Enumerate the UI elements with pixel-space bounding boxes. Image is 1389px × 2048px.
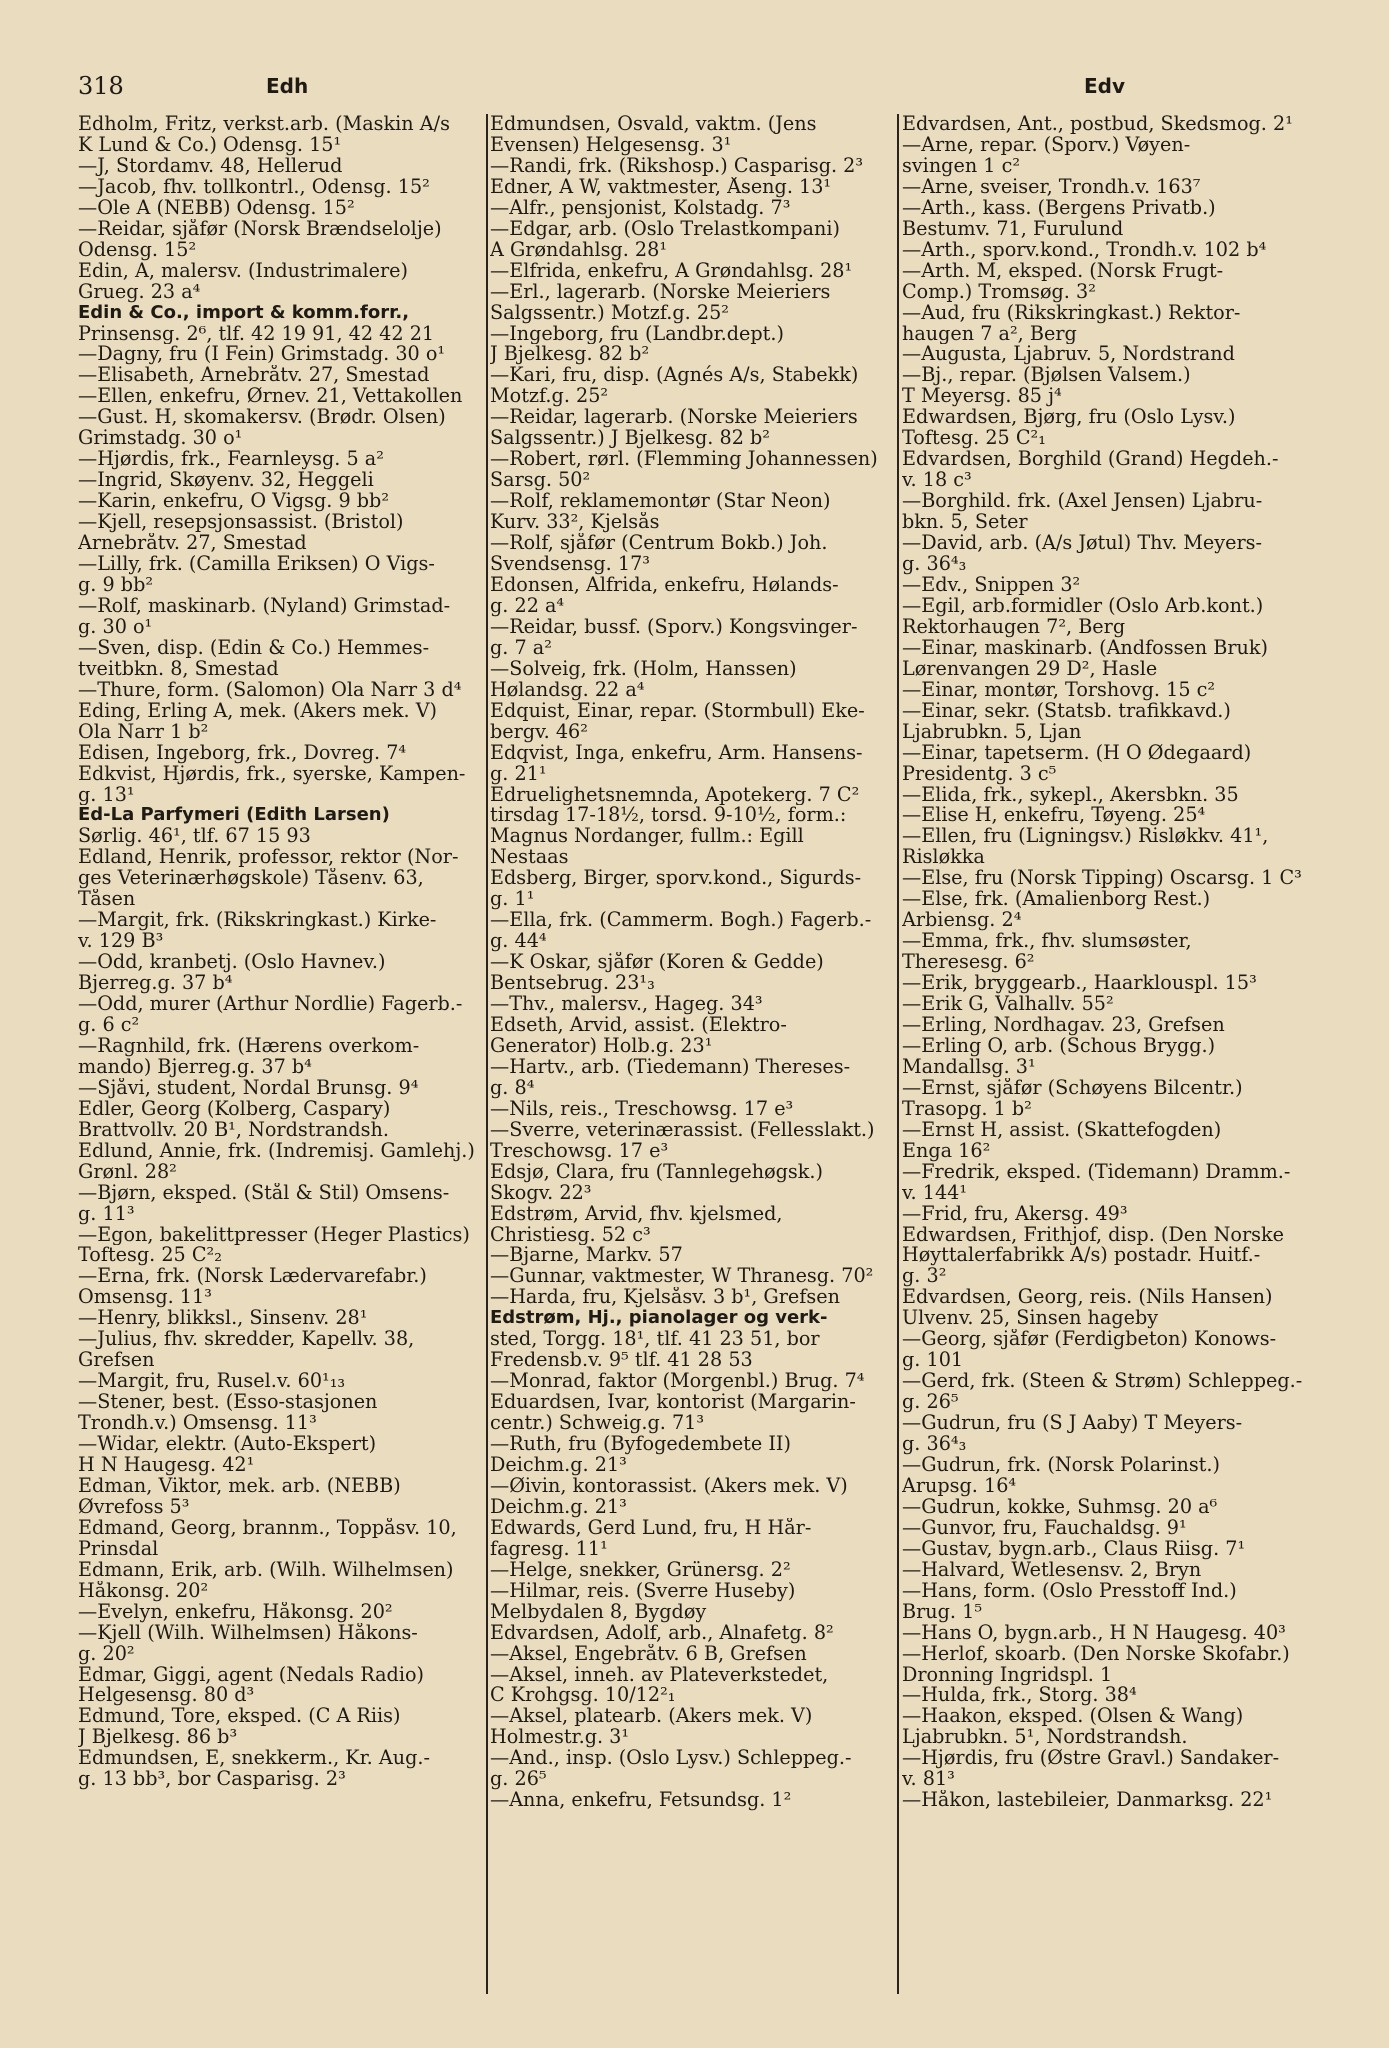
directory-entry-line: —Egon, bakelittpresser (Heger Plastics) bbox=[78, 1224, 470, 1246]
directory-entry-line: —Gust. H, skomakersv. (Brødr. Olsen) bbox=[78, 407, 446, 429]
directory-entry-line: —Elfrida, enkefru, A Grøndahlsg. 28¹ bbox=[490, 260, 853, 282]
directory-entry-line: g. 20² bbox=[78, 1643, 135, 1665]
directory-entry-line: g. 3² bbox=[902, 1266, 947, 1288]
directory-entry-line: Odensg. 15² bbox=[78, 239, 197, 261]
directory-entry-line: T Meyersg. 85 j⁴ bbox=[902, 386, 1062, 408]
directory-entry-line: centr.) Schweig.g. 71³ bbox=[490, 1413, 705, 1435]
directory-entry-line: Edvardsen, Borghild (Grand) Hegdeh.- bbox=[902, 449, 1279, 471]
directory-entry-line: —Ellen, enkefru, Ørnev. 21, Vettakollen bbox=[78, 386, 463, 408]
directory-entry-line: —Harda, fru, Kjelsåsv. 3 b¹, Grefsen bbox=[490, 1287, 840, 1309]
directory-entry-line: Edin & Co., import & komm.forr., bbox=[78, 302, 410, 323]
directory-entry-line: Ed-La Parfymeri (Edith Larsen) bbox=[78, 805, 390, 826]
directory-entry-line: Skogv. 22³ bbox=[490, 1182, 592, 1204]
directory-entry-line: —Ernst, sjåfør (Schøyens Bilcentr.) bbox=[902, 1077, 1243, 1099]
directory-entry-line: g. 13 bb³, bor Casparisg. 2³ bbox=[78, 1769, 346, 1791]
directory-entry-line: Edner, A W, vaktmester, Åseng. 13¹ bbox=[490, 176, 832, 198]
directory-entry-line: Eduardsen, Ivar, kontorist (Margarin- bbox=[490, 1392, 856, 1414]
directory-column-3 bbox=[902, 114, 1304, 2014]
directory-entry-line: —Henry, blikksl., Sinsenv. 28¹ bbox=[78, 1308, 368, 1330]
directory-entry-line: —Bjarne, Markv. 57 bbox=[490, 1245, 683, 1267]
directory-entry-line: sted, Torgg. 18¹, tlf. 41 23 51, bor bbox=[490, 1329, 820, 1351]
directory-entry-line: —Egil, arb.formidler (Oslo Arb.kont.) bbox=[902, 595, 1264, 617]
directory-entry-line: Brug. 1⁵ bbox=[902, 1601, 983, 1623]
directory-entry-line: —Odd, kranbetj. (Oslo Havnev.) bbox=[78, 952, 386, 974]
directory-entry-line: —Alfr., pensjonist, Kolstadg. 7³ bbox=[490, 197, 791, 219]
directory-entry-line: Magnus Nordanger, fullm.: Egill bbox=[490, 826, 804, 848]
directory-entry-line: Edisen, Ingeborg, frk., Dovreg. 7⁴ bbox=[78, 742, 407, 764]
directory-entry-line: Arupsg. 16⁴ bbox=[902, 1475, 1017, 1497]
directory-entry-line: Treschowsg. 17 e³ bbox=[490, 1140, 669, 1162]
directory-entry-line: —Halvard, Wetlesensv. 2, Bryn bbox=[902, 1559, 1202, 1581]
directory-entry-line: Dronning Ingridspl. 1 bbox=[902, 1664, 1113, 1686]
directory-entry-line: tveitbkn. 8, Smestad bbox=[78, 658, 279, 680]
directory-entry-line: Evensen) Helgesensg. 3¹ bbox=[490, 134, 732, 156]
directory-entry-line: g. 30 o¹ bbox=[78, 616, 153, 638]
right-guide-word: Edv bbox=[1084, 74, 1126, 98]
directory-entry-line: —David, arb. (A/s Jøtul) Thv. Meyers- bbox=[902, 533, 1262, 555]
directory-entry-line: Presidentg. 3 c⁵ bbox=[902, 763, 1057, 785]
directory-entry-line: —Borghild. frk. (Axel Jensen) Ljabru- bbox=[902, 491, 1263, 513]
directory-entry-line: Edmann, Erik, arb. (Wilh. Wilhelmsen) bbox=[78, 1559, 454, 1581]
directory-entry-line: Sørlig. 46¹, tlf. 67 15 93 bbox=[78, 826, 311, 848]
directory-entry-line: —Julius, fhv. skredder, Kapellv. 38, bbox=[78, 1329, 415, 1351]
directory-entry-line: —Helge, snekker, Grünersg. 2² bbox=[490, 1559, 791, 1581]
directory-entry-line: tirsdag 17-18½, torsd. 9-10½, form.: bbox=[490, 805, 847, 827]
directory-entry-line: —And., insp. (Oslo Lysv.) Schleppeg.- bbox=[490, 1748, 852, 1770]
directory-entry-line: g. 22 a⁴ bbox=[490, 595, 565, 617]
directory-entry-line: —Rolf, sjåfør (Centrum Bokb.) Joh. bbox=[490, 533, 828, 555]
directory-entry-line: Sarsg. 50² bbox=[490, 470, 591, 492]
directory-entry-line: —Elida, frk., sykepl., Akersbkn. 35 bbox=[902, 784, 1239, 806]
directory-entry-line: Edvardsen, Ant., postbud, Skedsmog. 2¹ bbox=[902, 114, 1293, 135]
directory-entry-line: —Evelyn, enkefru, Håkonsg. 20² bbox=[78, 1601, 393, 1623]
directory-entry-line: Prinsdal bbox=[78, 1538, 159, 1560]
directory-entry-line: —Gudrun, fru (S J Aaby) T Meyers- bbox=[902, 1413, 1243, 1435]
directory-entry-line: —Widar, elektr. (Auto-Ekspert) bbox=[78, 1434, 377, 1455]
column-divider bbox=[897, 114, 899, 1994]
directory-column-1 bbox=[78, 114, 484, 2014]
directory-entry-line: Edwardsen, Bjørg, fru (Oslo Lysv.) bbox=[902, 407, 1236, 429]
directory-entry-line: —Ingrid, Skøyenv. 32, Heggeli bbox=[78, 470, 374, 492]
directory-entry-line: —Erling, Nordhagav. 23, Grefsen bbox=[902, 1014, 1225, 1036]
directory-entry-line: —J, Stordamv. 48, Hellerud bbox=[78, 155, 343, 177]
directory-entry-line: —Kjell, resepsjonsassist. (Bristol) bbox=[78, 512, 404, 534]
directory-entry-line: g. 36⁴₃ bbox=[902, 554, 967, 575]
directory-entry-line: —Frid, fru, Akersg. 49³ bbox=[902, 1203, 1128, 1225]
directory-entry-line: Rektorhaugen 7², Berg bbox=[902, 616, 1126, 638]
directory-entry-line: —Fredrik, eksped. (Tidemann) Dramm.- bbox=[902, 1161, 1291, 1183]
directory-entry-line: Edin, A, malersv. (Industrimalere) bbox=[78, 260, 409, 282]
directory-entry-line: Edquist, Einar, repar. (Stormbull) Eke- bbox=[490, 700, 865, 722]
left-guide-word: Edh bbox=[266, 74, 309, 98]
directory-entry-line: Mandallsg. 3¹ bbox=[902, 1056, 1036, 1078]
directory-entry-line: Trasopg. 1 b² bbox=[902, 1098, 1032, 1120]
directory-entry-line: Bestumv. 71, Furulund bbox=[902, 218, 1124, 240]
directory-entry-line: —Aud, fru (Rikskringkast.) Rektor- bbox=[902, 302, 1241, 324]
directory-entry-line: —Arth., sporv.kond., Trondh.v. 102 b⁴ bbox=[902, 239, 1267, 261]
directory-entry-line: —Ingeborg, fru (Landbr.dept.) bbox=[490, 323, 784, 345]
directory-entry-line: Edqvist, Inga, enkefru, Arm. Hansens- bbox=[490, 742, 863, 764]
directory-entry-line: —Lilly, frk. (Camilla Eriksen) O Vigs- bbox=[78, 554, 435, 575]
directory-entry-line: —Ella, frk. (Cammerm. Bogh.) Fagerb.- bbox=[490, 910, 872, 932]
directory-entry-line: —Einar, sekr. (Statsb. trafikkavd.) bbox=[902, 700, 1231, 722]
directory-entry-line: bergv. 46² bbox=[490, 721, 588, 743]
directory-entry-line: Edlund, Annie, frk. (Indremisj. Gamlehj.) bbox=[78, 1140, 475, 1162]
directory-entry-line: —Erik G, Valhallv. 55² bbox=[902, 994, 1114, 1015]
directory-entry-line: g. 7 a² bbox=[490, 637, 552, 659]
directory-entry-line: g. 21¹ bbox=[490, 763, 547, 785]
directory-entry-line: Edvardsen, Adolf, arb., Alnafetg. 8² bbox=[490, 1622, 834, 1644]
directory-entry-line: g. 9 bb² bbox=[78, 574, 154, 596]
directory-entry-line: g. 26⁵ bbox=[902, 1392, 959, 1414]
directory-entry-line: —Kjell (Wilh. Wilhelmsen) Håkons- bbox=[78, 1622, 418, 1644]
directory-entry-line: Edman, Viktor, mek. arb. (NEBB) bbox=[78, 1475, 401, 1497]
directory-entry-line: —Ole A (NEBB) Odensg. 15² bbox=[78, 197, 355, 219]
directory-entry-line: K Lund & Co.) Odensg. 15¹ bbox=[78, 134, 342, 156]
directory-entry-line: —Elise H, enkefru, Tøyeng. 25⁴ bbox=[902, 805, 1206, 827]
directory-entry-line: g. 6 c² bbox=[78, 1014, 140, 1036]
directory-entry-line: g. 11³ bbox=[78, 1203, 135, 1225]
directory-entry-line: —Thv., malersv., Hageg. 34³ bbox=[490, 994, 763, 1015]
directory-entry-line: Grueg. 23 a⁴ bbox=[78, 281, 201, 303]
directory-entry-line: Generator) Holb.g. 23¹ bbox=[490, 1035, 713, 1057]
directory-entry-line: —Aksel, inneh. av Plateverkstedet, bbox=[490, 1664, 829, 1686]
directory-entry-line: Nestaas bbox=[490, 847, 569, 869]
directory-entry-line: —Monrad, faktor (Morgenbl.) Brug. 7⁴ bbox=[490, 1371, 865, 1393]
directory-entry-line: Edsjø, Clara, fru (Tannlegehøgsk.) bbox=[490, 1161, 823, 1183]
directory-entry-line: Ljabrubkn. 5, Ljan bbox=[902, 721, 1082, 743]
directory-entry-line: —Jacob, fhv. tollkontrl., Odensg. 15² bbox=[78, 176, 430, 198]
directory-entry-line: —Karin, enkefru, O Vigsg. 9 bb² bbox=[78, 491, 390, 513]
directory-entry-line: ges Veterinærhøgskole) Tåsenv. 63, bbox=[78, 868, 424, 890]
directory-entry-line: Grefsen bbox=[78, 1350, 155, 1372]
directory-entry-line: —Erna, frk. (Norsk Lædervarefabr.) bbox=[78, 1266, 427, 1288]
directory-entry-line: Hølandsg. 22 a⁴ bbox=[490, 679, 645, 701]
directory-entry-line: —Gudrun, kokke, Suhmsg. 20 a⁶ bbox=[902, 1496, 1218, 1518]
directory-entry-line: fagresg. 11¹ bbox=[490, 1538, 608, 1560]
directory-entry-line: —Ernst H, assist. (Skattefogden) bbox=[902, 1119, 1222, 1141]
directory-entry-line: Motzf.g. 25² bbox=[490, 386, 609, 408]
directory-entry-line: Christiesg. 52 c³ bbox=[490, 1224, 651, 1246]
directory-entry-line: Edmund, Tore, eksped. (C A Riis) bbox=[78, 1706, 401, 1728]
directory-entry-line: —Erl., lagerarb. (Norske Meieriers bbox=[490, 281, 831, 303]
directory-entry-line: —Ragnhild, frk. (Hærens overkom- bbox=[78, 1035, 420, 1057]
directory-entry-line: Edler, Georg (Kolberg, Caspary) bbox=[78, 1098, 391, 1120]
directory-entry-line: mando) Bjerreg.g. 37 b⁴ bbox=[78, 1056, 312, 1078]
directory-entry-line: Holmestr.g. 3¹ bbox=[490, 1727, 630, 1749]
directory-entry-line: Edstrøm, Hj., pianolager og verk- bbox=[490, 1308, 828, 1329]
directory-entry-line: g. 101 bbox=[902, 1350, 964, 1372]
directory-entry-line: Øvrefoss 5³ bbox=[78, 1496, 190, 1518]
directory-entry-line: —Erling O, arb. (Schous Brygg.) bbox=[902, 1035, 1216, 1057]
column-divider bbox=[486, 114, 488, 1994]
directory-entry-line: Salgssentr.) J Bjelkesg. 82 b² bbox=[490, 428, 770, 450]
directory-entry-line: Bjerreg.g. 37 b⁴ bbox=[78, 973, 233, 995]
directory-entry-line: —Arth., kass. (Bergens Privatb.) bbox=[902, 197, 1216, 219]
directory-entry-line: Toftesg. 25 C²₂ bbox=[78, 1245, 222, 1267]
directory-entry-line: —Hartv., arb. (Tiedemann) Thereses- bbox=[490, 1056, 851, 1078]
directory-entry-line: Deichm.g. 21³ bbox=[490, 1455, 627, 1476]
directory-entry-line: g. 13¹ bbox=[78, 784, 135, 806]
directory-entry-line: Arnebråtv. 27, Smestad bbox=[78, 533, 307, 555]
directory-entry-line: Melbydalen 8, Bygdøy bbox=[490, 1601, 707, 1623]
directory-entry-line: Helgesensg. 80 d³ bbox=[78, 1685, 255, 1707]
directory-entry-line: haugen 7 a², Berg bbox=[902, 323, 1077, 345]
directory-entry-line: —Sjåvi, student, Nordal Brunsg. 9⁴ bbox=[78, 1077, 419, 1099]
directory-entry-line: —Else, frk. (Amalienborg Rest.) bbox=[902, 889, 1211, 911]
directory-entry-line: Trondh.v.) Omsensg. 11³ bbox=[78, 1413, 317, 1435]
directory-entry-line: Edland, Henrik, professor, rektor (Nor- bbox=[78, 847, 459, 869]
directory-entry-line: —Bj., repar. (Bjølsen Valsem.) bbox=[902, 365, 1191, 387]
directory-entry-line: g. 8⁴ bbox=[490, 1077, 535, 1099]
directory-entry-line: A Grøndahlsg. 28¹ bbox=[490, 239, 668, 261]
directory-entry-line: —Arne, sveiser, Trondh.v. 163⁷ bbox=[902, 176, 1201, 198]
directory-entry-line: Høyttalerfabrikk A/s) postadr. Huitf.- bbox=[902, 1245, 1261, 1267]
directory-entry-line: —Sverre, veterinærassist. (Fellesslakt.) bbox=[490, 1119, 875, 1141]
directory-entry-line: —Anna, enkefru, Fetsundsg. 1² bbox=[490, 1790, 792, 1812]
directory-entry-line: —Else, fru (Norsk Tipping) Oscarsg. 1 C³ bbox=[902, 868, 1302, 890]
directory-entry-line: Edwardsen, Frithjof, disp. (Den Norske bbox=[902, 1224, 1284, 1246]
directory-entry-line: —Solveig, frk. (Holm, Hanssen) bbox=[490, 658, 797, 680]
directory-entry-line: C Krohgsg. 10/12²₁ bbox=[490, 1685, 676, 1707]
directory-entry-line: Edmundsen, Osvald, vaktm. (Jens bbox=[490, 114, 817, 135]
directory-entry-line: —Ruth, fru (Byfogedembete II) bbox=[490, 1434, 791, 1455]
directory-entry-line: —Erik, bryggearb., Haarklouspl. 15³ bbox=[902, 973, 1257, 995]
directory-entry-line: bkn. 5, Seter bbox=[902, 512, 1028, 534]
directory-entry-line: —Gudrun, frk. (Norsk Polarinst.) bbox=[902, 1455, 1220, 1476]
directory-entry-line: —Hjørdis, frk., Fearnleysg. 5 a² bbox=[78, 449, 384, 471]
directory-entry-line: —Herlof, skoarb. (Den Norske Skofabr.) bbox=[902, 1643, 1290, 1665]
directory-entry-line: —Thure, form. (Salomon) Ola Narr 3 d⁴ bbox=[78, 679, 462, 701]
directory-entry-line: —Hjørdis, fru (Østre Gravl.) Sandaker- bbox=[902, 1748, 1280, 1770]
directory-entry-line: Lørenvangen 29 D², Hasle bbox=[902, 658, 1158, 680]
directory-entry-line: —Rolf, reklamemontør (Star Neon) bbox=[490, 491, 831, 513]
directory-entry-line: Ola Narr 1 b² bbox=[78, 721, 209, 743]
directory-entry-line: Edonsen, Alfrida, enkefru, Hølands- bbox=[490, 574, 839, 596]
directory-entry-line: Edseth, Arvid, assist. (Elektro- bbox=[490, 1014, 787, 1036]
directory-entry-line: J Bjelkesg. 86 b³ bbox=[78, 1727, 238, 1749]
directory-entry-line: Risløkka bbox=[902, 847, 985, 869]
directory-entry-line: —Aksel, Engebråtv. 6 B, Grefsen bbox=[490, 1643, 807, 1665]
directory-entry-line: —Nils, reis., Treschowsg. 17 e³ bbox=[490, 1098, 794, 1120]
directory-entry-line: Bentsebrug. 23¹₃ bbox=[490, 973, 655, 995]
directory-entry-line: —Øivin, kontorassist. (Akers mek. V) bbox=[490, 1475, 848, 1497]
directory-entry-line: svingen 1 c² bbox=[902, 155, 1021, 177]
directory-entry-line: Svendsensg. 17³ bbox=[490, 554, 650, 575]
directory-entry-line: g. 26⁵ bbox=[490, 1769, 547, 1791]
directory-entry-line: —Hans O, bygn.arb., H N Haugesg. 40³ bbox=[902, 1622, 1286, 1644]
directory-entry-line: —Arth. M, eksped. (Norsk Frugt- bbox=[902, 260, 1224, 282]
directory-entry-line: Arbiensg. 2⁴ bbox=[902, 910, 1022, 932]
directory-entry-line: Edmar, Giggi, agent (Nedals Radio) bbox=[78, 1664, 425, 1686]
directory-entry-line: —Haakon, eksped. (Olsen & Wang) bbox=[902, 1706, 1244, 1728]
directory-entry-line: Deichm.g. 21³ bbox=[490, 1496, 627, 1518]
directory-entry-line: Edsberg, Birger, sporv.kond., Sigurds- bbox=[490, 868, 862, 890]
directory-entry-line: v. 144¹ bbox=[902, 1182, 968, 1204]
directory-entry-line: —Reidar, lagerarb. (Norske Meieriers bbox=[490, 407, 858, 429]
directory-entry-line: Eding, Erling A, mek. (Akers mek. V) bbox=[78, 700, 438, 722]
directory-entry-line: —Kari, fru, disp. (Agnés A/s, Stabekk) bbox=[490, 365, 859, 387]
directory-entry-line: —Dagny, fru (I Fein) Grimstadg. 30 o¹ bbox=[78, 344, 446, 366]
directory-entry-line: g. 44⁴ bbox=[490, 931, 547, 953]
directory-entry-line: Grimstadg. 30 o¹ bbox=[78, 428, 243, 450]
directory-entry-line: —Bjørn, eksped. (Stål & Stil) Omsens- bbox=[78, 1182, 450, 1204]
directory-entry-line: v. 18 c³ bbox=[902, 470, 972, 492]
directory-entry-line: Edmundsen, E, snekkerm., Kr. Aug.- bbox=[78, 1748, 430, 1770]
directory-entry-line: —Odd, murer (Arthur Nordlie) Fagerb.- bbox=[78, 994, 463, 1015]
directory-entry-line: Fredensb.v. 9⁵ tlf. 41 28 53 bbox=[490, 1350, 753, 1372]
directory-entry-line: Theresesg. 6² bbox=[902, 952, 1035, 974]
directory-entry-line: —Augusta, Ljabruv. 5, Nordstrand bbox=[902, 344, 1235, 366]
directory-entry-line: —Ellen, fru (Ligningsv.) Risløkkv. 41¹, bbox=[902, 826, 1269, 848]
directory-entry-line: Comp.) Tromsøg. 3² bbox=[902, 281, 1096, 303]
directory-entry-line: —Gunvor, fru, Fauchaldsg. 9¹ bbox=[902, 1517, 1187, 1539]
directory-entry-line: Ljabrubkn. 5¹, Nordstrandsh. bbox=[902, 1727, 1188, 1749]
directory-entry-line: v. 129 B³ bbox=[78, 931, 164, 953]
directory-entry-line: —Gustav, bygn.arb., Claus Riisg. 7¹ bbox=[902, 1538, 1246, 1560]
directory-entry-line: —Edgar, arb. (Oslo Trelastkompani) bbox=[490, 218, 840, 240]
directory-column-2 bbox=[490, 114, 896, 2014]
directory-entry-line: Edkvist, Hjørdis, frk., syerske, Kampen- bbox=[78, 763, 466, 785]
directory-entry-line: Håkonsg. 20² bbox=[78, 1580, 209, 1602]
directory-entry-line: —Hulda, frk., Storg. 38⁴ bbox=[902, 1685, 1137, 1707]
directory-entry-line: —Stener, best. (Esso-stasjonen bbox=[78, 1392, 378, 1414]
directory-entry-line: Ulvenv. 25, Sinsen hageby bbox=[902, 1308, 1159, 1330]
directory-entry-line: Prinsensg. 2⁶, tlf. 42 19 91, 42 42 21 bbox=[78, 323, 435, 345]
directory-entry-line: —Einar, maskinarb. (Andfossen Bruk) bbox=[902, 637, 1268, 659]
directory-entry-line: —Hans, form. (Oslo Presstoff Ind.) bbox=[902, 1580, 1237, 1602]
directory-entry-line: —Gerd, frk. (Steen & Strøm) Schleppeg.- bbox=[902, 1371, 1303, 1393]
directory-entry-line: —Arne, repar. (Sporv.) Vøyen- bbox=[902, 134, 1191, 156]
directory-entry-line: —Einar, montør, Torshovg. 15 c² bbox=[902, 679, 1216, 701]
directory-entry-line: J Bjelkesg. 82 b² bbox=[490, 344, 650, 366]
directory-entry-line: —Reidar, sjåfør (Norsk Brændselolje) bbox=[78, 218, 442, 240]
directory-entry-line: —Håkon, lastebileier, Danmarksg. 22¹ bbox=[902, 1790, 1273, 1812]
directory-entry-line: Edvardsen, Georg, reis. (Nils Hansen) bbox=[902, 1287, 1273, 1309]
directory-entry-line: —Gunnar, vaktmester, W Thranesg. 70² bbox=[490, 1266, 874, 1288]
directory-entry-line: —Reidar, bussf. (Sporv.) Kongsvinger- bbox=[490, 616, 858, 638]
directory-entry-line: —Rolf, maskinarb. (Nyland) Grimstad- bbox=[78, 595, 451, 617]
directory-entry-line: g. 1¹ bbox=[490, 889, 535, 911]
directory-entry-line: Brattvollv. 20 B¹, Nordstrandsh. bbox=[78, 1119, 389, 1141]
directory-entry-line: —Einar, tapetserm. (H O Ødegaard) bbox=[902, 742, 1252, 764]
directory-entry-line: —Emma, frk., fhv. slumsøster, bbox=[902, 931, 1192, 953]
directory-entry-line: —K Oskar, sjåfør (Koren & Gedde) bbox=[490, 952, 824, 974]
directory-entry-line: —Sven, disp. (Edin & Co.) Hemmes- bbox=[78, 637, 430, 659]
directory-entry-line: Tåsen bbox=[78, 889, 136, 911]
directory-entry-line: Grønl. 28² bbox=[78, 1161, 177, 1183]
directory-entry-line: —Hilmar, reis. (Sverre Huseby) bbox=[490, 1580, 796, 1602]
directory-entry-line: —Edv., Snippen 3² bbox=[902, 574, 1081, 596]
directory-entry-line: Kurv. 33², Kjelsås bbox=[490, 512, 660, 534]
directory-entry-line: Edruelighetsnemnda, Apotekerg. 7 C² bbox=[490, 784, 860, 806]
directory-entry-line: Edwards, Gerd Lund, fru, H Hår- bbox=[490, 1517, 812, 1539]
directory-entry-line: —Aksel, platearb. (Akers mek. V) bbox=[490, 1706, 813, 1728]
directory-entry-line: —Elisabeth, Arnebråtv. 27, Smestad bbox=[78, 365, 430, 387]
directory-entry-line: —Margit, fru, Rusel.v. 60¹₁₃ bbox=[78, 1371, 346, 1393]
directory-entry-line: Omsensg. 11³ bbox=[78, 1287, 212, 1309]
directory-entry-line: H N Haugesg. 42¹ bbox=[78, 1455, 255, 1476]
directory-entry-line: g. 36⁴₃ bbox=[902, 1434, 967, 1455]
directory-entry-line: —Robert, rørl. (Flemming Johannessen) bbox=[490, 449, 878, 471]
directory-entry-line: —Margit, frk. (Rikskringkast.) Kirke- bbox=[78, 910, 437, 932]
directory-entry-line: Toftesg. 25 C²₁ bbox=[902, 428, 1046, 450]
directory-entry-line: Edmand, Georg, brannm., Toppåsv. 10, bbox=[78, 1517, 457, 1539]
page-number: 318 bbox=[78, 72, 124, 100]
directory-entry-line: Enga 16² bbox=[902, 1140, 991, 1162]
page-header bbox=[78, 72, 1318, 106]
directory-entry-line: Edstrøm, Arvid, fhv. kjelsmed, bbox=[490, 1203, 783, 1225]
directory-entry-line: Salgssentr.) Motzf.g. 25² bbox=[490, 302, 729, 324]
directory-entry-line: v. 81³ bbox=[902, 1769, 955, 1791]
directory-entry-line: —Georg, sjåfør (Ferdigbeton) Konows- bbox=[902, 1329, 1277, 1351]
directory-entry-line: Edholm, Fritz, verkst.arb. (Maskin A/s bbox=[78, 114, 450, 135]
directory-entry-line: —Randi, frk. (Rikshosp.) Casparisg. 2³ bbox=[490, 155, 864, 177]
